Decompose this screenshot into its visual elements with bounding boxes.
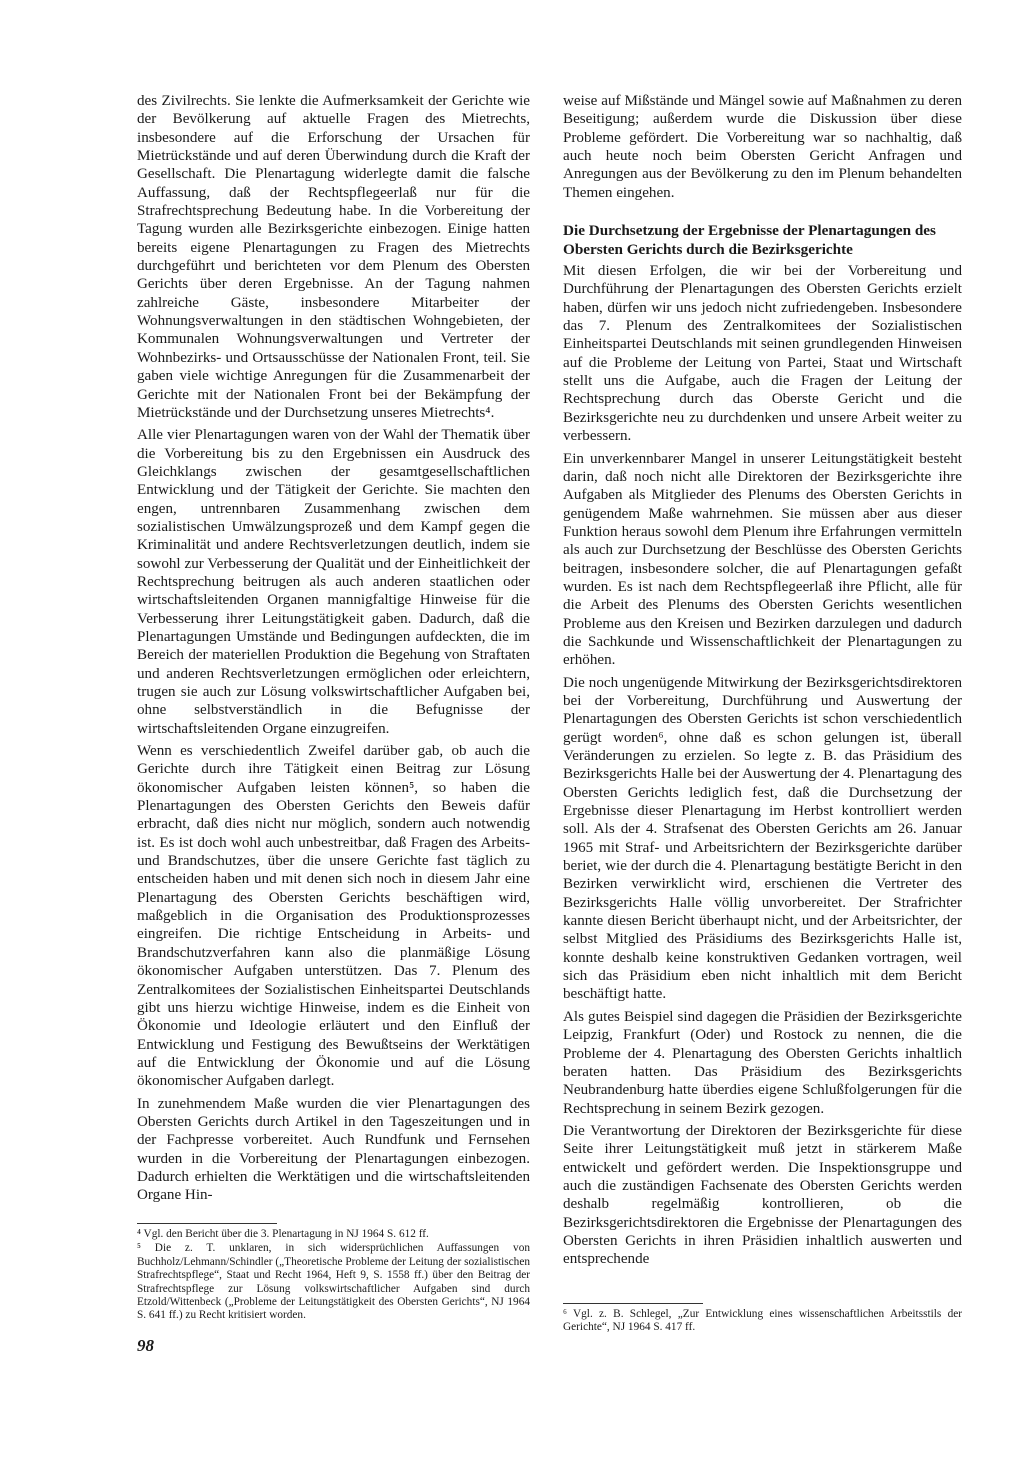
right-paragraph-4: Als gutes Beispiel sind dagegen die Präsidien der Bezirksgerichte Leipzig, Frankfurt (Oder) und Rostock zu nennen, die die Probleme der 4. Plenartagung des Obersten Gerichts inhaltlich beraten hatten. Das Präsidium des Bezirksgerichts Neubrandenburg hatte überdies eigene Schlußfolgerungen für die Rechtsprechung in seinem Bezirk gezogen. bbox=[563, 1008, 962, 1117]
left-paragraph-4: In zunehmendem Maße wurden die vier Plenartagungen des Obersten Gerichts durch Artikel in den Tageszeitungen und in der Fachpresse vorbereitet. Auch Rundfunk und Fernsehen wurden in die Vorbereitung der Plenartagungen einbezogen. Dadurch erhielten die Werktätigen und die wirtschaftsleitenden Organe Hin- bbox=[137, 1095, 530, 1204]
right-column bbox=[563, 92, 962, 1273]
page-number: 98 bbox=[137, 1336, 154, 1355]
right-paragraph-2: Ein unverkennbarer Mangel in unserer Leitungstätigkeit besteht darin, daß noch nicht alle Direktoren der Bezirksgerichte ihre Aufgaben als Mitglieder des Plenums des Obersten Gerichts in genügendem Maße wahrnehmen. Sie müssen aber aus dieser Funktion heraus sowohl dem Plenum ihre Erfahrungen vermitteln als auch zur Durchsetzung der Beschlüsse des Obersten Gerichts beitragen, insbesondere solcher, die auf Plenartagungen gefaßt wurden. Es ist nach dem Rechtspflegeerlaß ihre Pflicht, alle für die Arbeit des Plenums des Obersten Gerichts wesentlichen Probleme aus den Kreisen und Bezirken darzulegen und dadurch die Sachkunde und Wissenschaftlichkeit der Plenartagungen zu erhöhen. bbox=[563, 450, 962, 669]
left-paragraph-1: des Zivilrechts. Sie lenkte die Aufmerksamkeit der Gerichte wie der Bevölkerung auf aktuelle Fragen des Mietrechts, insbesondere auf die Erforschung der Ursachen für Mietrückstände und auf deren Überwindung durch die Kraft der Gesellschaft. Die Plenartagung widerlegte damit die falsche Auffassung, daß der Rechtspflegeerlaß nur für die Strafrechtsprechung Bedeutung habe. In die Vorbereitung der Tagung wurden alle Bezirksgerichte einbezogen. Einige hatten bereits eigene Plenartagungen zu Fragen des Mietrechts durchgeführt und berichteten vor dem Plenum des Obersten Gerichts über deren Ergebnisse. An der Tagung nahmen zahlreiche Gäste, insbesondere Mitarbeiter der Wohnungsverwaltungen in den städtischen Wohngebieten, der Kommunalen Wohnungsverwaltungen und Vertreter der Wohnbezirks- und Ortsausschüsse der Nationalen Front, teil. Sie gaben viele wichtige Anregungen für die Zusammenarbeit der Gerichte mit der Nationalen Front bei der Bekämpfung der Mietrückstände und der Durchsetzung unseres Mietrechts⁴. bbox=[137, 93, 530, 421]
right-paragraph-1: Mit diesen Erfolgen, die wir bei der Vorbereitung und Durchführung der Plenartagungen des Obersten Gerichts erzielt haben, dürfen wir uns jedoch nicht zufriedengeben. Insbesondere das 7. Plenum des Zentralkomitees der Sozialistischen Einheitspartei Deutschlands mit seinen grundlegenden Hinweisen auf die Probleme der Leitung von Partei, Staat und Wirtschaft stellt uns die Aufgabe, auch die Fragen der Leitung der Rechtsprechung durch das Oberste Gericht und die Bezirksgerichte neu zu durchdenken und unsere Arbeit weiter zu verbessern. bbox=[563, 263, 962, 445]
right-footnotes bbox=[563, 1295, 962, 1336]
footnote-6: ⁶ Vgl. z. B. Schlegel, „Zur Entwicklung eines wissenschaftlichen Arbeitsstils der Gerichte“, NJ 1964 S. 417 ff. bbox=[563, 1308, 962, 1334]
footnote-rule bbox=[563, 1303, 703, 1304]
left-column bbox=[137, 92, 530, 1209]
right-paragraph-3: Die noch ungenügende Mitwirkung der Bezirksgerichtsdirektoren bei der Vorbereitung, Durchführung und Auswertung der Plenartagungen des Obersten Gerichts ist schon verschiedentlich gerügt worden⁶, ohne daß es schon gelungen ist, überall Veränderungen zu erzielen. So legte z. B. das Präsidium des Bezirksgerichts Halle bei der Auswertung der 4. Plenartagung des Obersten Gerichts lediglich fest, daß die Durchsetzung der Ergebnisse dieser Plenartagung im Herbst kontrolliert werden soll. Als der 4. Strafsenat des Obersten Gerichts am 26. Januar 1965 mit Straf- und Arbeitsrichtern der Bezirksgerichte darüber beriet, wie der durch die 4. Plenartagung bestätigte Bericht in den Bezirken verwirklicht wird, erschienen die Vertreter des Bezirksgerichts Halle völlig unvorbereitet. Der Strafrichter kannte diesen Bericht überhaupt nicht, und der Arbeitsrichter, der selbst Mitglied des Präsidiums des Bezirksgerichts Halle ist, konnte deshalb keine konstruktiven Gedanken vortragen, weil sich das Präsidium eben nicht inhaltlich mit dem Bericht beschäftigt hatte. bbox=[563, 674, 962, 1003]
footnote-4: ⁴ Vgl. den Bericht über die 3. Plenartagung in NJ 1964 S. 612 ff. bbox=[137, 1228, 429, 1240]
left-paragraph-2: Alle vier Plenartagungen waren von der Wahl der Thematik über die Vorbereitung bis zu den Ergebnissen ein Ausdruck des Gleichklangs zwischen der gesamtgesellschaftlichen Entwicklung und der Tätigkeit der Gerichte. Sie machten den engen, untrennbaren Zusammenhang zwischen dem sozialistischen Umwälzungsprozeß und dem Kampf gegen die Kriminalität und andere Rechtsverletzungen deutlich, indem sie sowohl zur Verbesserung der Qualität und der Einheitlichkeit der Rechtsprechung beitrugen als auch anderen staatlichen oder wirtschaftsleitenden Organen mannigfaltige Hinweise für die Verbesserung ihrer Leitungstätigkeit gaben. Dadurch, daß die Plenartagungen Umstände und Bedingungen aufdeckten, die im Bereich der materiellen Produktion die Begehung von Straftaten und anderen Rechtsverletzungen ermöglichen oder erleichtern, trugen sie auch zur Lösung volkswirtschaftlicher Aufgaben bei, ohne selbstverständlich in die Befugnisse der wirtschaftsleitenden Organe einzugreifen. bbox=[137, 427, 530, 737]
left-footnotes bbox=[137, 1215, 530, 1324]
section-heading: Die Durchsetzung der Ergebnisse der Plenartagungen des Obersten Gerichts durch die Bezirksgerichte bbox=[563, 222, 936, 258]
right-intro-paragraph: weise auf Mißstände und Mängel sowie auf Maßnahmen zu deren Beseitigung; außerdem wurde die Diskussion über diese Probleme gefördert. Die Vorbereitung war so nachhaltig, daß auch heute noch beim Obersten Gericht Anfragen und Anregungen aus der Bevölkerung zu den im Plenum behandelten Themen eingehen. bbox=[563, 93, 962, 201]
footnote-5: ⁵ Die z. T. unklaren, in sich widersprüchlichen Auffassungen von Buchholz/Lehmann/Schindler („Theoretische Probleme der Leitung der sozialistischen Strafrechtspflege“, Staat und Recht 1964, Heft 9, S. 1558 ff.) über den Beitrag der Strafrechtspflege zur Lösung volkswirtschaftlicher Aufgaben sind durch Etzold/Wittenbeck („Probleme der Leitungstätigkeit des Obersten Gerichts“, NJ 1964 S. 641 ff.) zu Recht kritisiert worden. bbox=[137, 1242, 530, 1322]
left-paragraph-3: Wenn es verschiedentlich Zweifel darüber gab, ob auch die Gerichte durch ihre Tätigkeit einen Beitrag zur Lösung ökonomischer Aufgaben leisten können⁵, so haben die Plenartagungen des Obersten Gerichts den Beweis dafür erbracht, daß dies nicht nur möglich, sondern auch notwendig ist. Es ist doch wohl auch unbestreitbar, daß Fragen des Arbeits- und Brandschutzes, über die unsere Gerichte fast täglich zu entscheiden haben und mit denen sich noch in diesem Jahr eine Plenartagung des Obersten Gerichts beschäftigen wird, maßgeblich in die Organisation des Produktionsprozesses eingreifen. Die richtige Entscheidung in Arbeits- und Brandschutzverfahren kann also die planmäßige Lösung ökonomischer Aufgaben unterstützen. Das 7. Plenum des Zentralkomitees der Sozialistischen Einheitspartei Deutschlands gibt uns hierzu wichtige Hinweise, indem es die Einheit von Ökonomie und Ideologie erläutert und den Einfluß der Entwicklung und Festigung des Bewußtseins der Werktätigen auf die Entwicklung der Ökonomie und auf die Lösung ökonomischer Aufgaben darlegt. bbox=[137, 743, 530, 1090]
right-paragraph-5: Die Verantwortung der Direktoren der Bezirksgerichte für diese Seite ihrer Leitungstätigkeit muß jetzt in stärkerem Maße entwickelt und gefördert werden. Die Inspektionsgruppe und auch die zuständigen Fachsenate des Obersten Gerichts werden deshalb regelmäßig kontrollieren, ob die Bezirksgerichtsdirektoren die Ergebnisse der Plenartagungen des Obersten Gerichts in ihren Präsidien inhaltlich auswerten und entsprechende bbox=[563, 1122, 962, 1268]
footnote-rule bbox=[137, 1223, 277, 1224]
